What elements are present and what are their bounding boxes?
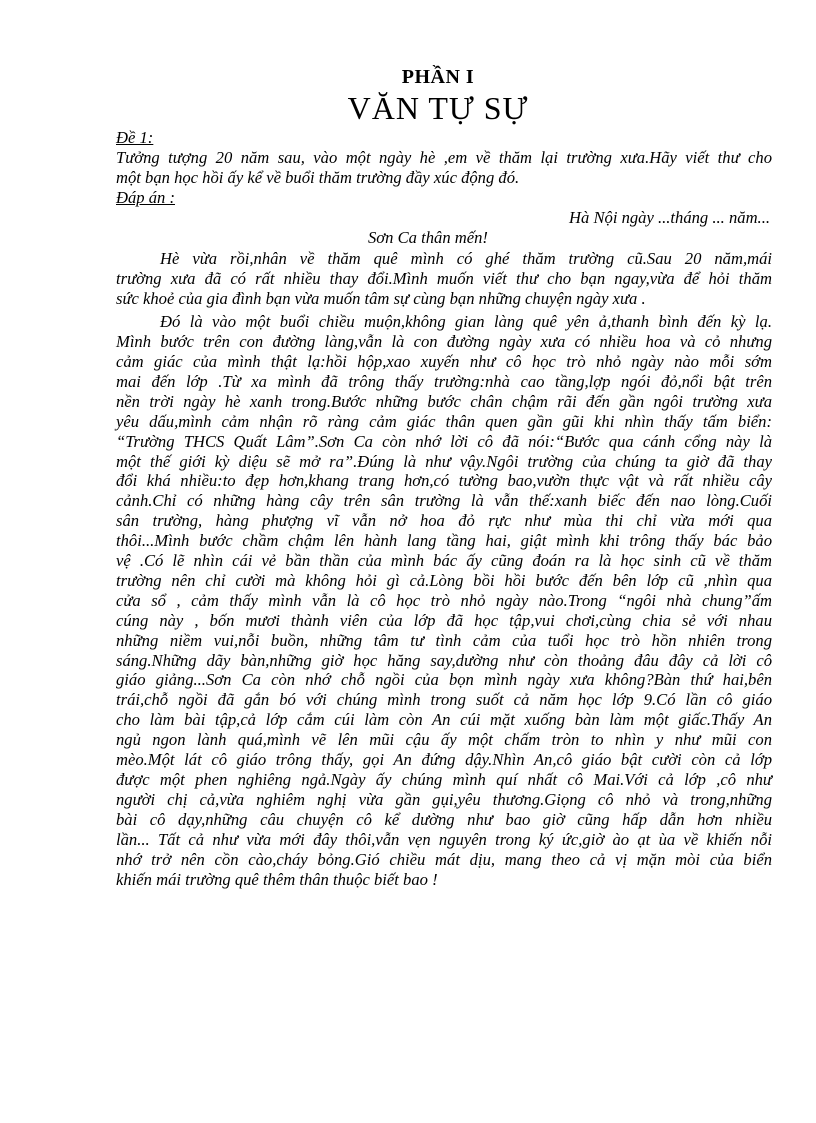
paragraph-line: giáo giảng...Sơn Ca còn nhớ chỗ ngồi của bọn mình ngày xưa không?Bàn thứ hai,bên — [116, 670, 772, 690]
paragraph-line: cho làm bài tập,cả lớp cắm cúi làm còn An cúi mặt xuống bàn làm một giấc.Thấy An — [116, 710, 772, 730]
main-title: VĂN TỰ SỰ — [347, 90, 529, 126]
paragraph-line: mai đến lớp .Từ xa mình đã trông thấy trường:nhà cao tầng,lợp ngói đỏ,nổi bật trên — [116, 371, 772, 391]
paragraph-line: trường xưa đã có rất nhiều thay đổi.Mình muốn viết thư cho bạn ngay,vừa để hỏi thăm — [116, 269, 772, 289]
paragraph-line: đổi khá nhiều:to đẹp hơn,khang trang hơn,có tường bao,vườn thực vật và rất nhiều cây — [116, 471, 772, 491]
paragraph-line: vệ .Có lẽ nhìn cái vẻ bần thần của mình bác ấy cũng đoán ra là học sinh cũ về thăm — [116, 551, 772, 571]
paragraph-line: lần... Tất cả như vừa mới đây thôi,vẫn vẹn nguyên trong ký ức,giờ ào ạt ùa về khiến nỗi — [116, 829, 772, 849]
document-body — [116, 128, 772, 889]
paragraph-line: khiến mái trường quê thêm thân thuộc biết bao ! — [116, 869, 438, 889]
paragraph-line: sức khoẻ của gia đình bạn vừa muốn tâm sự cùng bạn những chuyện ngày xưa . — [116, 289, 646, 309]
paragraph-line: mèo.Một lát cô giáo trông thấy, gọi An đứng dậy.Nhìn An,cô giáo bật cười còn cả lớp — [116, 750, 772, 770]
paragraph-line: nhớ trở nên cồn cào,cháy bỏng.Gió chiều mát dịu, mang theo cả vị mặn mòi của biển — [116, 849, 772, 869]
task-line: Tưởng tượng 20 năm sau, vào một ngày hè ,em về thăm lại trường xưa.Hãy viết thư cho — [116, 147, 772, 167]
paragraph-line: ngủ ngon lành quá,mình vẽ lên mũi cậu ấy một chấm tròn to nhìn y như mũi con — [116, 730, 772, 750]
part-heading: PHẦN I — [401, 66, 475, 88]
task-label: Đề 1: — [116, 128, 154, 147]
paragraph-line: cảnh.Chỉ có những hàng cây trên sân trường là vẫn thế:xanh biếc đến nao lòng.Cuối — [116, 491, 772, 511]
paragraph-line: Hè vừa rồi,nhân về thăm quê mình có ghé thăm trường cũ.Sau 20 năm,mái — [160, 249, 772, 269]
paragraph-line: sân trường, hàng phượng vĩ vẫn nở hoa đỏ rực như mùa thi chỉ vừa mới qua — [116, 511, 772, 531]
paragraph-line: nền trời ngày hè xanh trong.Bước những bước chân chậm rãi đến gần ngôi trường xưa — [116, 391, 772, 411]
paragraph-line: một thế giới kỳ diệu sẽ mở ra”.Đúng là như vậy.Ngôi trường của chúng ta giờ đã thay — [116, 451, 772, 471]
task-line: một bạn học hồi ấy kể về buổi thăm trường đầy xúc động đó. — [116, 167, 520, 187]
paragraph-line: cửa sổ , cảm thấy mình vẫn là cô học trò nhỏ ngày nào.Trong “ngôi nhà chung”ấm — [116, 590, 772, 610]
paragraph-line: được một phen nghiêng ngả.Ngày ấy chúng mình quí nhất cô Mai.Với cả lớp ,cô như — [116, 770, 772, 789]
paragraph-2 — [116, 312, 772, 889]
task-prompt — [116, 148, 772, 188]
paragraph-line: cúng này , bốn mươi thành viên của lớp đã học tập,vui chơi,cùng chia sẻ với nhau — [116, 610, 772, 630]
paragraph-line: trái,chỗ ngồi đã gắn bó với chúng mình trong suốt cả năm học lớp 9.Có lần cô giáo — [116, 690, 772, 710]
paragraph-line: Đó là vào một buổi chiều muộn,không gian làng quê yên ả,thanh bình đến kỳ lạ. — [160, 312, 772, 332]
paragraph-line: yêu dấu,mình cảm nhận rõ ràng cảm giác thân quen gần gũi khi nhìn thấy tấm biển: — [116, 411, 772, 431]
paragraph-line: những niềm vui,nỗi buồn, những tâm tư tình cảm của tuổi học trò hồn nhiên trong — [116, 630, 772, 650]
paragraph-line: người chị cả,vừa nghiêm nghị vừa gần gụi,yêu thương.Giọng cô nhỏ và trong,những — [116, 789, 772, 809]
paragraph-line: sáng.Những dãy bàn,những giờ học hăng say,dường như còn thoảng đâu đây cả lời cô — [116, 650, 772, 670]
letter-greeting: Sơn Ca thân mến! — [368, 227, 488, 247]
paragraph-line: bài cô dạy,những câu chuyện cô kể dường như bao giờ cũng hấp dẫn hơn nhiều — [116, 809, 772, 829]
paragraph-line: Mình bước trên con đường làng,vẫn là con đường ngày xưa có nhiều hoa và cỏ nhưng — [116, 332, 772, 352]
answer-label: Đáp án : — [116, 187, 175, 207]
paragraph-line: trường nên chỉ cười mà không hỏi gì cả.Lòng bồi hồi bước đến bên lớp cũ ,nhìn qua — [116, 570, 772, 590]
paragraph-line: cảm giác của mình thật lạ:hồi hộp,xao xuyến như cô học trò nhỏ ngày nào mỗi sớm — [116, 351, 772, 371]
paragraph-line: thôi...Mình bước chầm chậm lên hành lang tầng hai, giật mình khi trông thấy bác bảo — [116, 531, 772, 551]
letter-date: Hà Nội ngày ...tháng ... năm... — [569, 207, 770, 227]
paragraph-line: “Trường THCS Quất Lâm”.Sơn Ca còn nhớ lời cô đã nói:“Bước qua cánh cổng này là — [116, 431, 772, 451]
paragraph-1 — [116, 249, 772, 309]
